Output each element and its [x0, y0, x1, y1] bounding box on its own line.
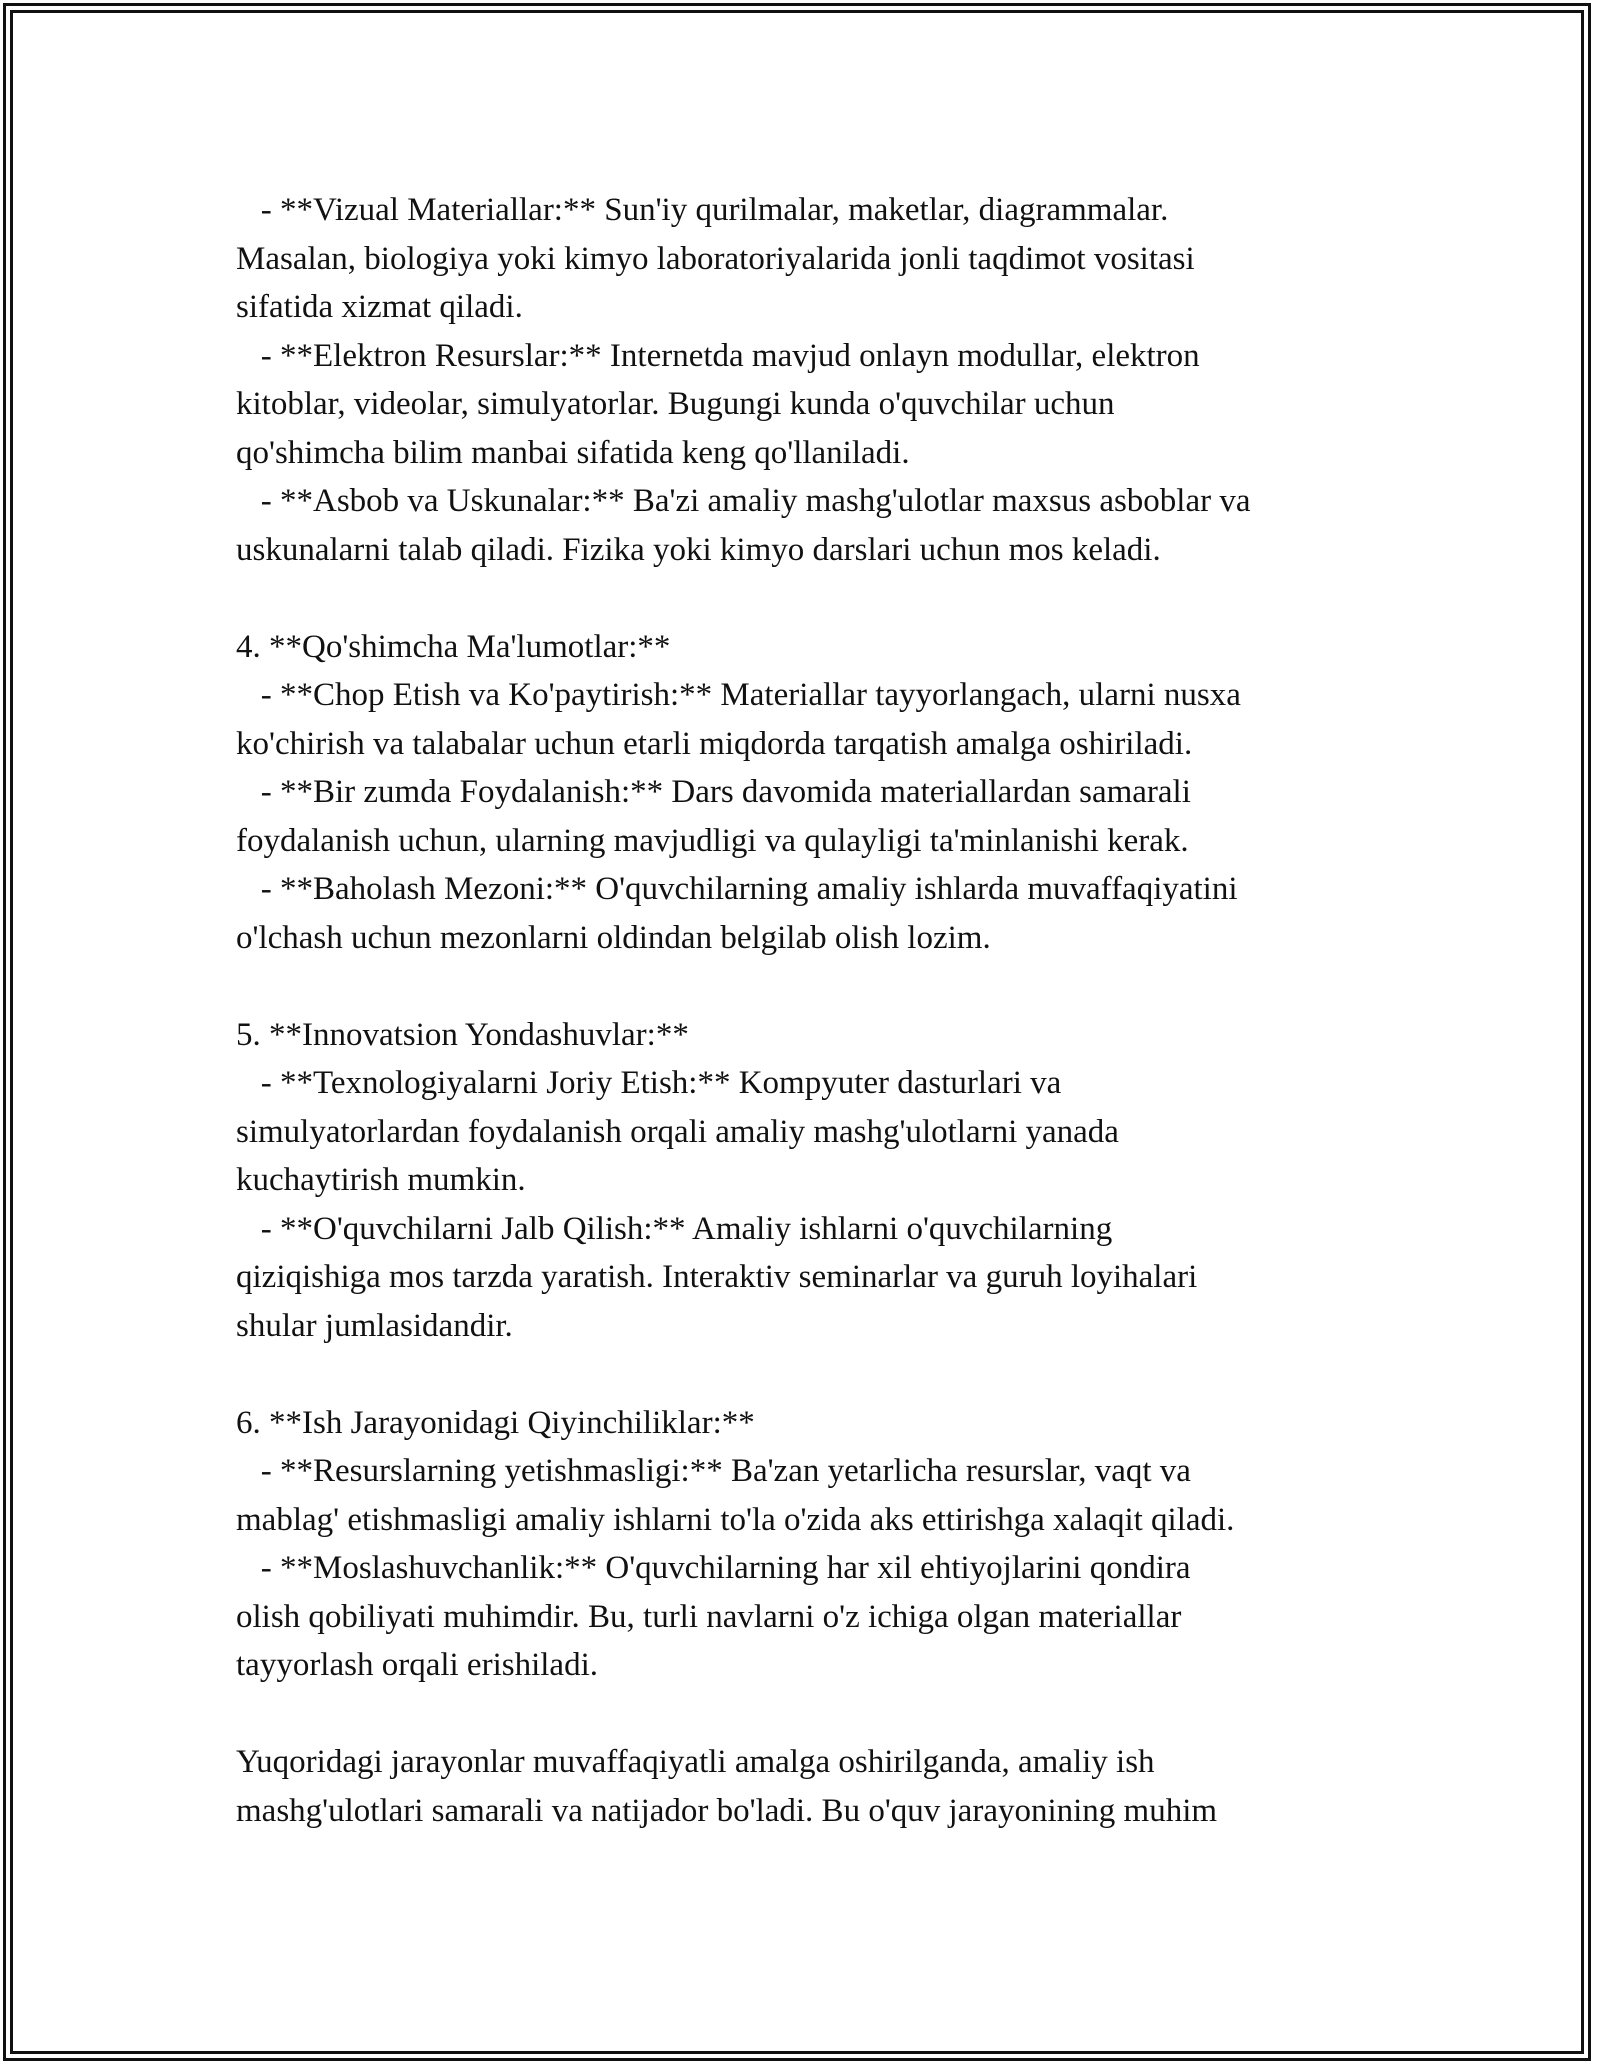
- text-line: kitoblar, videolar, simulyatorlar. Bugungi kunda o'quvchilar uchun: [236, 386, 1115, 422]
- text-line: qiziqishiga mos tarzda yaratish. Interaktiv seminarlar va guruh loyihalari: [236, 1259, 1198, 1295]
- text-line: - **Vizual Materiallar:** Sun'iy qurilmalar, maketlar, diagrammalar.: [236, 192, 1169, 228]
- text-line: ko'chirish va talabalar uchun etarli miqdorda tarqatish amalga oshiriladi.: [236, 725, 1193, 762]
- text-line: 4. **Qo'shimcha Ma'lumotlar:**: [236, 628, 671, 665]
- text-line: o'lchash uchun mezonlarni oldindan belgilab olish lozim.: [236, 919, 991, 956]
- text-line: mashg'ulotlari samarali va natijador bo'ladi. Bu o'quv jarayonining muhim: [236, 1792, 1218, 1829]
- text-line: - **Bir zumda Foydalanish:** Dars davomida materiallardan samarali: [236, 774, 1191, 810]
- bullet-item: [236, 1205, 1386, 1351]
- bullet-item: [236, 671, 1386, 768]
- bullet-item: [236, 865, 1386, 962]
- text-line: foydalanish uchun, ularning mavjudligi va qulayligi ta'minlanishi kerak.: [236, 822, 1189, 859]
- text-line: 5. **Innovatsion Yondashuvlar:**: [236, 1016, 689, 1053]
- text-line: olish qobiliyati muhimdir. Bu, turli navlarni o'z ichiga olgan materiallar: [236, 1598, 1182, 1635]
- text-line: Yuqoridagi jarayonlar muvaffaqiyatli amalga oshirilganda, amaliy ish: [236, 1744, 1155, 1780]
- text-line: shular jumlasidandir.: [236, 1307, 513, 1344]
- text-line: 6. **Ish Jarayonidagi Qiyinchiliklar:**: [236, 1404, 755, 1441]
- bullet-item: [236, 1544, 1386, 1690]
- text-line: - **Moslashuvchanlik:** O'quvchilarning har xil ehtiyojlarini qondira: [236, 1550, 1191, 1586]
- text-line: - **Baholash Mezoni:** O'quvchilarning amaliy ishlarda muvaffaqiyatini: [236, 871, 1238, 907]
- blank-line: [236, 574, 1386, 623]
- blank-line: [236, 962, 1386, 1011]
- section-heading: [236, 623, 1386, 672]
- text-line: - **Texnologiyalarni Joriy Etish:** Kompyuter dasturlari va: [236, 1065, 1062, 1101]
- text-line: mablag' etishmasligi amaliy ishlarni to'la o'zida aks ettirishga xalaqit qiladi.: [236, 1501, 1235, 1538]
- paragraph: [236, 1738, 1386, 1835]
- blank-line: [236, 1350, 1386, 1399]
- bullet-item: [236, 477, 1386, 574]
- bullet-item: [236, 186, 1386, 332]
- document-body: [236, 186, 1386, 1835]
- text-line: Masalan, biologiya yoki kimyo laboratoriyalarida jonli taqdimot vositasi: [236, 240, 1195, 277]
- text-line: - **Asbob va Uskunalar:** Ba'zi amaliy mashg'ulotlar maxsus asboblar va: [236, 483, 1251, 519]
- text-line: simulyatorlardan foydalanish orqali amaliy mashg'ulotlarni yanada: [236, 1113, 1119, 1150]
- text-line: qo'shimcha bilim manbai sifatida keng qo'llaniladi.: [236, 434, 910, 471]
- bullet-item: [236, 768, 1386, 865]
- text-line: uskunalarni talab qiladi. Fizika yoki kimyo darslari uchun mos keladi.: [236, 531, 1161, 568]
- blank-line: [236, 1690, 1386, 1739]
- bullet-item: [236, 1059, 1386, 1205]
- text-line: - **O'quvchilarni Jalb Qilish:** Amaliy ishlarni o'quvchilarning: [236, 1210, 1113, 1247]
- text-line: - **Elektron Resurslar:** Internetda mavjud onlayn modullar, elektron: [236, 337, 1200, 374]
- bullet-item: [236, 1447, 1386, 1544]
- text-line: tayyorlash orqali erishiladi.: [236, 1647, 598, 1683]
- section-heading: [236, 1399, 1386, 1448]
- bullet-item: [236, 332, 1386, 478]
- text-line: - **Resurslarning yetishmasligi:** Ba'zan yetarlicha resurslar, vaqt va: [236, 1453, 1191, 1489]
- text-line: sifatida xizmat qiladi.: [236, 289, 523, 325]
- section-heading: [236, 1011, 1386, 1060]
- text-line: - **Chop Etish va Ko'paytirish:** Materiallar tayyorlangach, ularni nusxa: [236, 677, 1241, 713]
- text-line: kuchaytirish mumkin.: [236, 1162, 526, 1198]
